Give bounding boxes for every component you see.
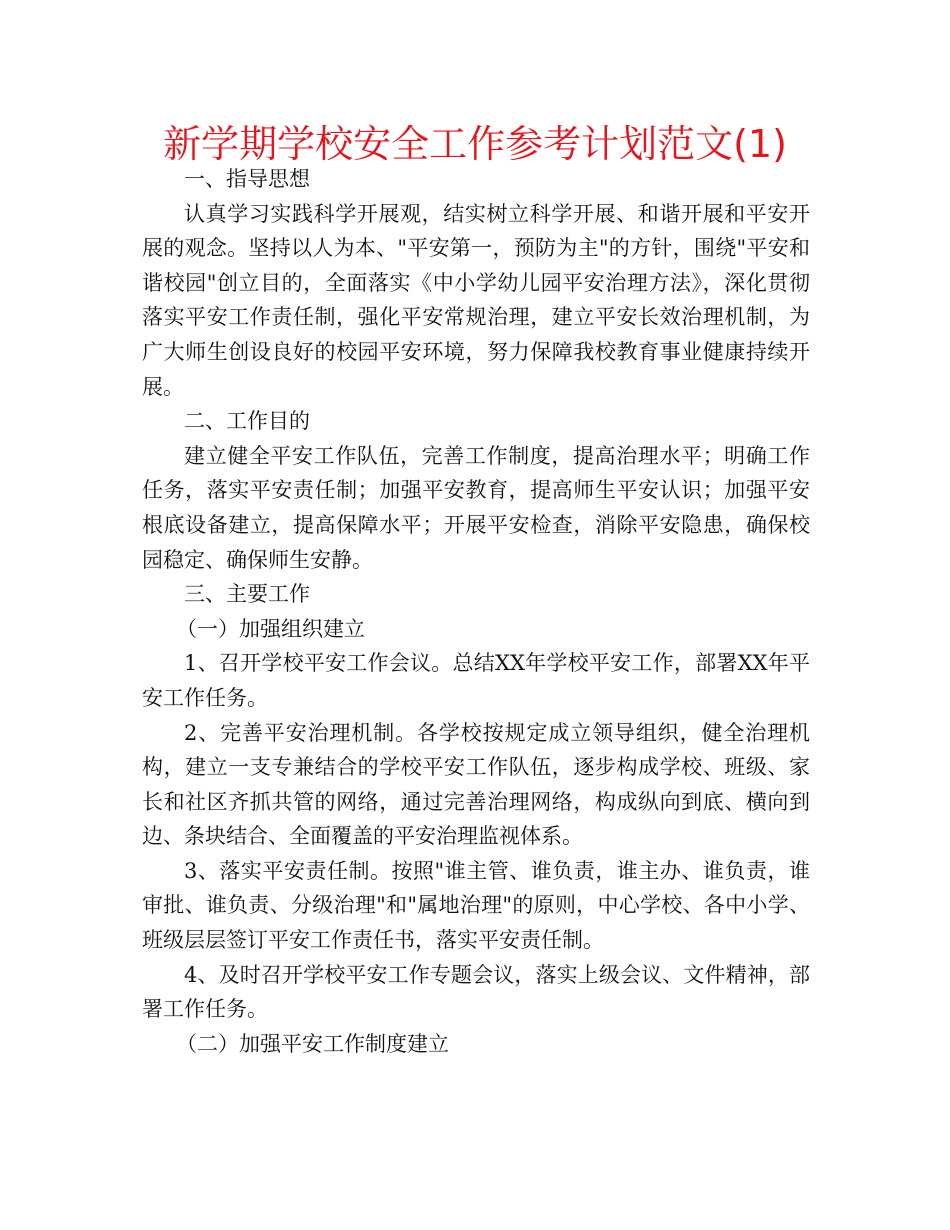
paragraph-item-4: 4、及时召开学校平安工作专题会议，落实上级会议、文件精神，部署工作任务。 bbox=[142, 962, 810, 1022]
section-heading-guiding-ideology: 一、指导思想 bbox=[184, 167, 310, 191]
section-heading-work-goals: 二、工作目的 bbox=[184, 409, 310, 434]
document-title: 新学期学校安全工作参考计划范文(1) bbox=[163, 122, 787, 166]
paragraph-item-3: 3、落实平安责任制。按照"谁主管、谁负责，谁主办、谁负责，谁审批、谁负责、分级治理"和"属地治理"的原则，中心学校、各中小学、班级层层签订平安工作责任书，落实平安责任制。 bbox=[142, 858, 810, 953]
paragraph-guiding-ideology: 认真学习实践科学开展观，结实树立科学开展、和谐开展和平安开展的观念。坚持以人为本、"平安第一，预防为主"的方针，围绕"平安和谐校园"创立目的，全面落实《中小学幼儿园平安治理方法》，深化贯彻落实平安工作责任制，强化平安常规治理，建立平安长效治理机制，为广大师生创设良好的校园平安环境，努力保障我校教育事业健康持续开展。 bbox=[142, 201, 810, 399]
paragraph-item-1: 1、召开学校平安工作会议。总结XX年学校平安工作，部署XX年平安工作任务。 bbox=[142, 651, 810, 710]
paragraph-work-goals: 建立健全平安工作队伍，完善工作制度，提高治理水平；明确工作任务，落实平安责任制；加强平安教育，提高师生平安认识；加强平安根底设备建立，提高保障水平；开展平安检查，消除平安隐患，确保校园稳定、确保师生安静。 bbox=[142, 443, 810, 572]
paragraph-item-2: 2、完善平安治理机制。各学校按规定成立领导组织，健全治理机构，建立一支专兼结合的学校平安工作队伍，逐步构成学校、班级、家长和社区齐抓共管的网络，通过完善治理网络，构成纵向到底、横向到边、条块结合、全面覆盖的平安治理监视体系。 bbox=[142, 720, 810, 849]
section-heading-main-work: 三、主要工作 bbox=[184, 582, 310, 607]
subsection-heading-safety-system: （二）加强平安工作制度建立 bbox=[176, 1031, 449, 1056]
subsection-heading-organization: （一）加强组织建立 bbox=[176, 616, 365, 641]
document-body bbox=[142, 162, 810, 1061]
